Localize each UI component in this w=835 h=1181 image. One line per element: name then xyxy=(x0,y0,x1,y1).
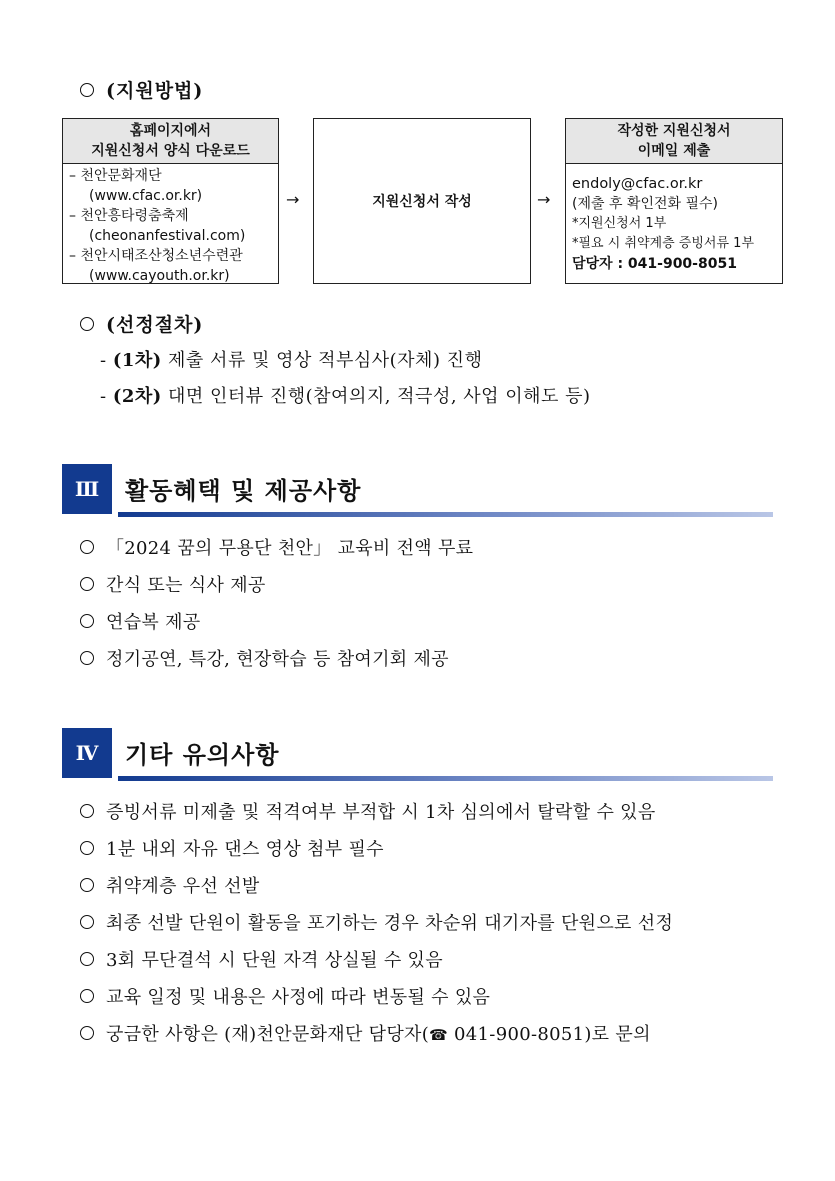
list-item: 3회 무단결석 시 단원 자격 상실될 수 있음 xyxy=(80,946,673,983)
circle-bullet-icon xyxy=(80,540,94,554)
arrow-right-icon: → xyxy=(286,190,300,209)
list-item: 취약계층 우선 선발 xyxy=(80,872,673,909)
arrow-right-icon: → xyxy=(537,190,551,209)
download-box-body xyxy=(63,164,278,288)
circle-bullet-icon xyxy=(80,841,94,855)
circle-bullet-icon xyxy=(80,651,94,665)
circle-bullet-icon xyxy=(80,952,94,966)
section-3-underline xyxy=(118,512,773,517)
site-url[interactable]: (www.cfac.or.kr) xyxy=(89,188,203,204)
phone-icon: ☎ xyxy=(429,1026,449,1044)
optional-doc: *필요 시 취약계층 증빙서류 1부 xyxy=(572,236,754,251)
section-4-number: Ⅳ xyxy=(62,728,112,778)
circle-bullet-icon xyxy=(80,614,94,628)
email-box xyxy=(565,118,783,284)
circle-bullet-icon xyxy=(80,804,94,818)
list-item: 연습복 제공 xyxy=(80,608,473,645)
section-4-underline xyxy=(118,776,773,781)
email-note: (제출 후 확인전화 필수) xyxy=(572,196,718,212)
notes-list xyxy=(80,798,673,1057)
download-box-header: 홈페이지에서 지원신청서 양식 다운로드 xyxy=(63,119,278,164)
list-item: 1분 내외 자유 댄스 영상 첨부 필수 xyxy=(80,835,673,872)
write-box-text: 지원신청서 작성 xyxy=(372,194,472,210)
phone-number[interactable]: 041-900-8051 xyxy=(448,1024,585,1045)
selection-step-1: - (1차) 제출 서류 및 영상 적부심사(자체) 진행 xyxy=(100,350,483,371)
write-box xyxy=(313,118,531,284)
email-box-body xyxy=(566,164,782,276)
selection-step-2: - (2차) 대면 인터뷰 진행(참여의지, 적극성, 사업 이해도 등) xyxy=(100,386,591,407)
section-3-number: Ⅲ xyxy=(62,464,112,514)
circle-bullet-icon xyxy=(80,1026,94,1040)
contact-item: 궁금한 사항은 (재)천안문화재단 담당자(☎ 041-900-8051)로 문의 xyxy=(80,1020,673,1057)
circle-bullet-icon xyxy=(80,915,94,929)
circle-bullet-icon xyxy=(80,878,94,892)
email-address[interactable]: endoly@cfac.or.kr xyxy=(572,176,703,192)
contact-person: 담당자 : 041-900-8051 xyxy=(572,256,737,272)
site-name: – 천안문화재단 xyxy=(69,168,162,184)
method-heading: (지원방법) xyxy=(80,76,203,103)
site-url[interactable]: (www.cayouth.or.kr) xyxy=(89,268,230,284)
section-3-title: 활동혜택 및 제공사항 xyxy=(125,477,362,505)
site-name: – 천안시태조산청소년수련관 xyxy=(69,248,243,264)
site-url[interactable]: (cheonanfestival.com) xyxy=(89,228,246,244)
list-item: 교육 일정 및 내용은 사정에 따라 변동될 수 있음 xyxy=(80,983,673,1020)
list-item: 증빙서류 미제출 및 적격여부 부적합 시 1차 심의에서 탈락할 수 있음 xyxy=(80,798,673,835)
download-box xyxy=(62,118,279,284)
required-doc: *지원신청서 1부 xyxy=(572,216,667,231)
list-item: 간식 또는 식사 제공 xyxy=(80,571,473,608)
selection-heading: (선정절차) xyxy=(80,310,203,337)
benefits-list xyxy=(80,534,473,682)
list-item: 최종 선발 단원이 활동을 포기하는 경우 차순위 대기자를 단원으로 선정 xyxy=(80,909,673,946)
circle-bullet-icon xyxy=(80,989,94,1003)
list-item: 「2024 꿈의 무용단 천안」 교육비 전액 무료 xyxy=(80,534,473,571)
site-name: – 천안흥타령춤축제 xyxy=(69,208,189,224)
circle-bullet-icon xyxy=(80,577,94,591)
circle-bullet-icon xyxy=(80,317,94,331)
list-item: 정기공연, 특강, 현장학습 등 참여기회 제공 xyxy=(80,645,473,682)
email-box-header: 작성한 지원신청서 이메일 제출 xyxy=(566,119,782,164)
section-4-title: 기타 유의사항 xyxy=(125,741,280,769)
circle-bullet-icon xyxy=(80,83,94,97)
